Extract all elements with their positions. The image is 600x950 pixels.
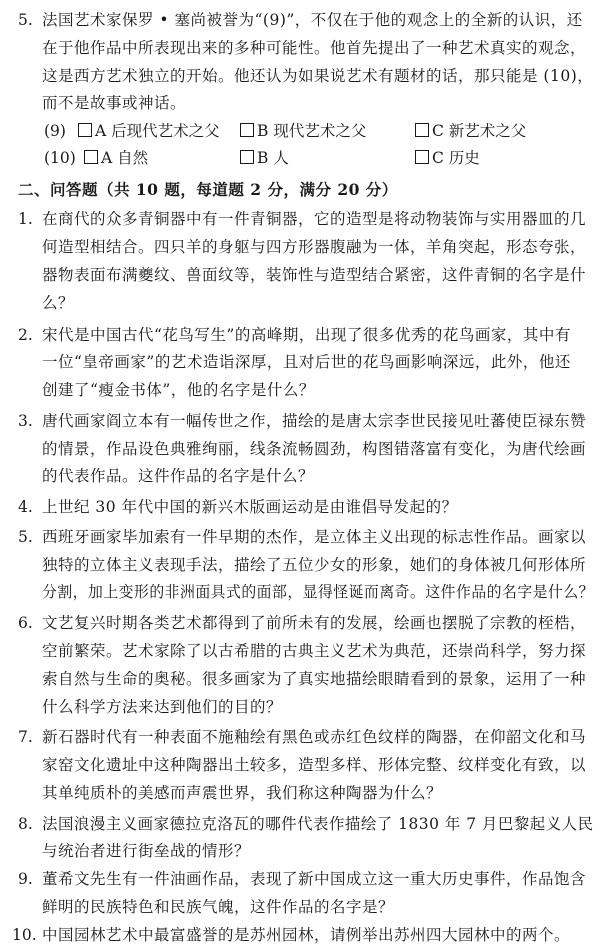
- option-10a[interactable]: A 自然: [84, 148, 148, 168]
- question-line: 么？: [42, 293, 75, 312]
- question-number: 4.: [18, 498, 33, 517]
- question-line: 宋代是中国古代“花鸟写生”的高峰期，出现了很多优秀的花鸟画家，其中有: [42, 325, 571, 344]
- q5-number: 5.: [18, 11, 33, 29]
- question-line: 西班牙画家毕加索有一件早期的杰作，是立体主义出现的标志性作品。画家以: [42, 527, 587, 546]
- q5-line-2: 在于他作品中所表现出来的多种可能性。他首先提出了一种艺术真实的观念，: [42, 38, 587, 57]
- question-number: 2.: [18, 325, 33, 344]
- question-line: 器物表面布满夔纹、兽面纹等，装饰性与造型结合紧密，这件青铜的名字是什: [42, 266, 587, 285]
- question-number: 8.: [18, 814, 33, 833]
- question-number: 3.: [18, 411, 33, 430]
- question-number: 6.: [18, 614, 33, 633]
- question-line: 索自然与生命的奥秘。很多画家为了真实地描绘眼睛看到的景象，运用了一种: [42, 669, 587, 688]
- q5-line-1: 法国艺术家保罗 • 塞尚被誉为“(9)”，不仅在于他的观念上的全新的认识，还: [42, 11, 583, 29]
- question-line: 分割，加上变形的非洲面具式的面部，显得怪诞而离奇。这件作品的名字是什么？: [42, 583, 595, 602]
- question-line: 法国浪漫主义画家德拉克洛瓦的哪件代表作描绘了 1830 年 7 月巴黎起义人民: [42, 814, 594, 833]
- question-number: 10.: [12, 925, 37, 944]
- question-line: 新石器时代有一种表面不施釉绘有黑色或赤红色纹样的陶器，在仰韶文化和马: [42, 728, 587, 747]
- checkbox-icon[interactable]: [78, 123, 92, 137]
- checkbox-icon[interactable]: [240, 123, 254, 137]
- option-9c[interactable]: C 新艺术之父: [415, 121, 526, 141]
- checkbox-icon[interactable]: [240, 150, 254, 164]
- checkbox-icon[interactable]: [84, 150, 98, 164]
- checkbox-icon[interactable]: [415, 123, 429, 137]
- question-number: 5.: [18, 527, 33, 546]
- option-label-9: (9): [44, 122, 66, 141]
- section-title: 二、问答题（共 10 题，每道题 2 分，满分 20 分）: [18, 179, 398, 199]
- question-number: 7.: [18, 728, 33, 747]
- question-line: 一位“皇帝画家”的艺术造诣深厚，且对后世的花鸟画影响深远，此外，他还: [42, 353, 571, 372]
- q5-line-3: 这是西方艺术独立的开始。他还认为如果说艺术有题材的话，那只能是 (10)，: [42, 66, 594, 85]
- question-line: 唐代画家阎立本有一幅传世之作，描绘的是唐太宗李世民接见吐蕃使臣禄东赞: [42, 411, 587, 430]
- question-line: 独特的立体主义表现手法，描绘了五位少女的形象，她们的身体被几何形体所: [42, 555, 587, 574]
- q5-line-4: 而不是故事或神话。: [42, 94, 187, 113]
- question-line: 在商代的众多青铜器中有一件青铜器，它的造型是将动物装饰与实用器皿的几: [42, 210, 587, 229]
- question-line: 中国园林艺术中最富盛誉的是苏州园林，请例举出苏州四大园林中的两个。: [42, 925, 571, 944]
- question-line: 家窑文化遗址中这种陶器出土较多，造型多样、形体完整、纹样变化有致，以: [42, 756, 587, 775]
- question-line: 创建了“瘦金书体”，他的名字是什么？: [42, 381, 315, 400]
- question-line: 与统治者进行街垒战的情形？: [42, 842, 251, 861]
- option-label-10: (10): [44, 149, 76, 168]
- option-10c[interactable]: C 历史: [415, 148, 480, 168]
- question-line: 其单纯质朴的美感而声震世界，我们称这种陶器为什么？: [42, 783, 443, 802]
- question-line: 鲜明的民族特色和民族气魄，这件作品的名字是？: [42, 898, 395, 916]
- question-line: 董希文先生有一件油画作品，表现了新中国成立这一重大历史事件，作品饱含: [42, 870, 587, 889]
- question-line: 的代表作品。这件作品的名字是什么？: [42, 467, 315, 486]
- question-number: 1.: [18, 210, 33, 229]
- option-9a[interactable]: A 后现代艺术之父: [78, 121, 220, 141]
- checkbox-icon[interactable]: [415, 150, 429, 164]
- question-line: 空前繁荣。艺术家除了以古希腊的古典主义艺术为典范，还崇尚科学，努力探: [42, 641, 587, 660]
- question-line: 的情景，作品设色典雅绚丽，线条流畅圆劲，构图错落富有变化，为唐代绘画: [42, 439, 587, 458]
- question-number: 9.: [18, 870, 33, 889]
- question-line: 上世纪 30 年代中国的新兴木版画运动是由谁倡导发起的？: [42, 498, 458, 517]
- question-line: 什么科学方法来达到他们的目的？: [42, 697, 283, 716]
- question-line: 何造型相结合。四只羊的身躯与四方形器腹融为一体，羊角突起，形态夸张，: [42, 238, 587, 257]
- question-line: 文艺复兴时期各类艺术都得到了前所未有的发展，绘画也摆脱了宗教的桎梏，: [42, 614, 587, 633]
- option-10b[interactable]: B 人: [240, 148, 289, 168]
- option-9b[interactable]: B 现代艺术之父: [240, 121, 366, 141]
